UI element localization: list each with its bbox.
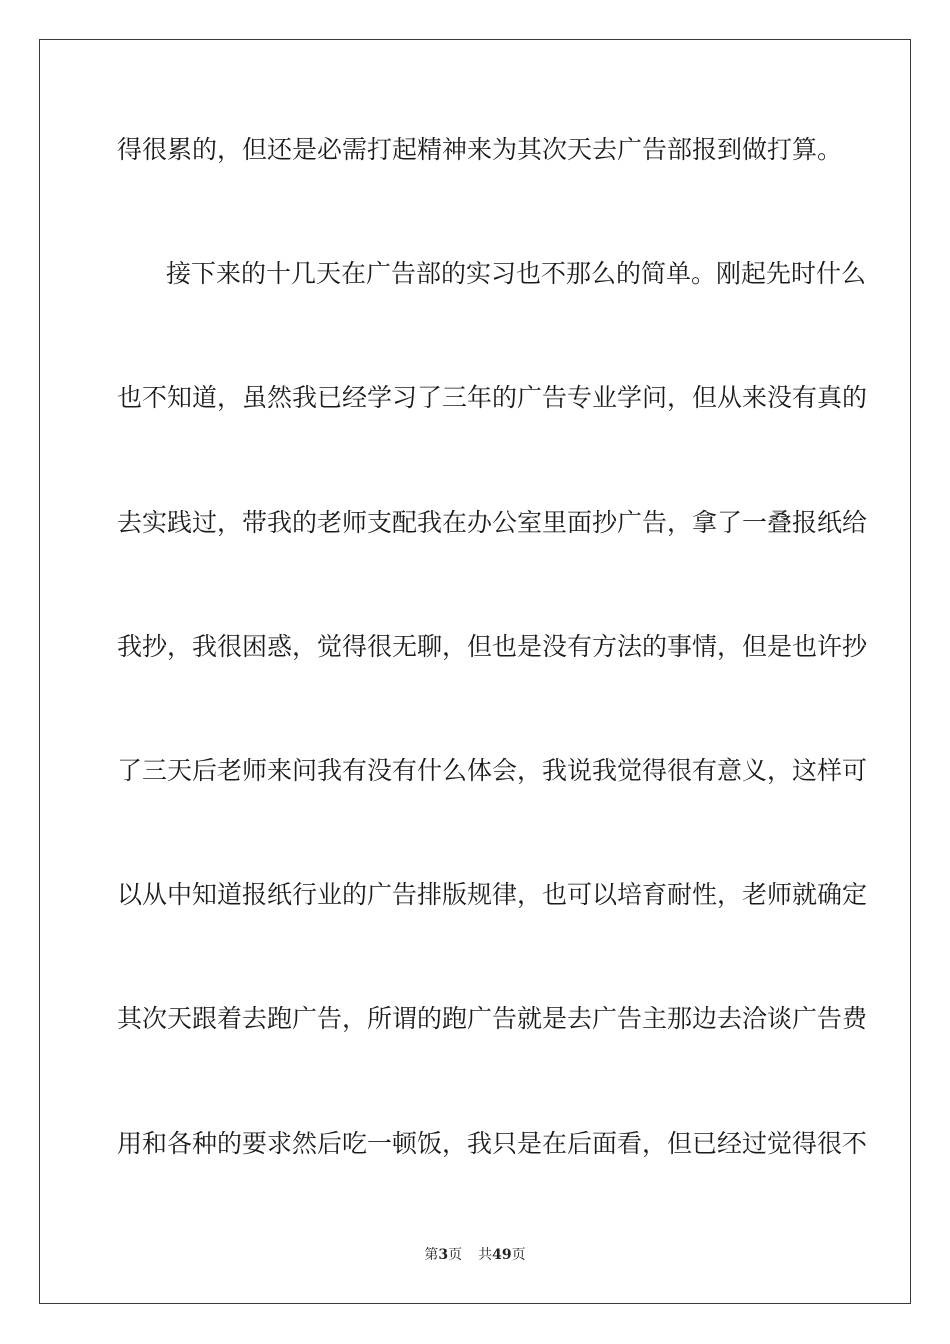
paragraph-line-6: 了三天后老师来问我有没有什么体会，我说我觉得很有意义，这样可: [117, 756, 868, 785]
page-number: 3: [438, 1247, 449, 1263]
total-pages: 49: [492, 1247, 512, 1263]
page-border: [39, 39, 911, 1304]
total-prefix: 共: [478, 1247, 493, 1263]
paragraph-line-9: 用和各种的要求然后吃一顿饭，我只是在后面看，但已经过觉得很不: [117, 1129, 868, 1158]
page-footer: [0, 1246, 950, 1264]
paragraph-line-1: 得很累的，但还是必需打起精神来为其次天去广告部报到做打算。: [117, 135, 843, 164]
paragraph-line-2: 接下来的十几天在广告部的实习也不那么的简单。刚起先时什么: [166, 259, 867, 288]
page-prefix: 第: [424, 1247, 439, 1263]
total-suffix: 页: [511, 1247, 526, 1263]
paragraph-line-8: 其次天跟着去跑广告，所谓的跑广告就是去广告主那边去洽谈广告费: [117, 1004, 868, 1033]
paragraph-line-4: 去实践过，带我的老师支配我在办公室里面抄广告，拿了一叠报纸给: [117, 508, 868, 537]
page-suffix: 页: [448, 1247, 463, 1263]
paragraph-line-7: 以从中知道报纸行业的广告排版规律，也可以培育耐性，老师就确定: [117, 880, 868, 909]
paragraph-line-3: 也不知道，虽然我已经学习了三年的广告专业学问，但从来没有真的: [117, 383, 868, 412]
paragraph-line-5: 我抄，我很困惑，觉得很无聊，但也是没有方法的事情，但是也许抄: [117, 632, 868, 661]
